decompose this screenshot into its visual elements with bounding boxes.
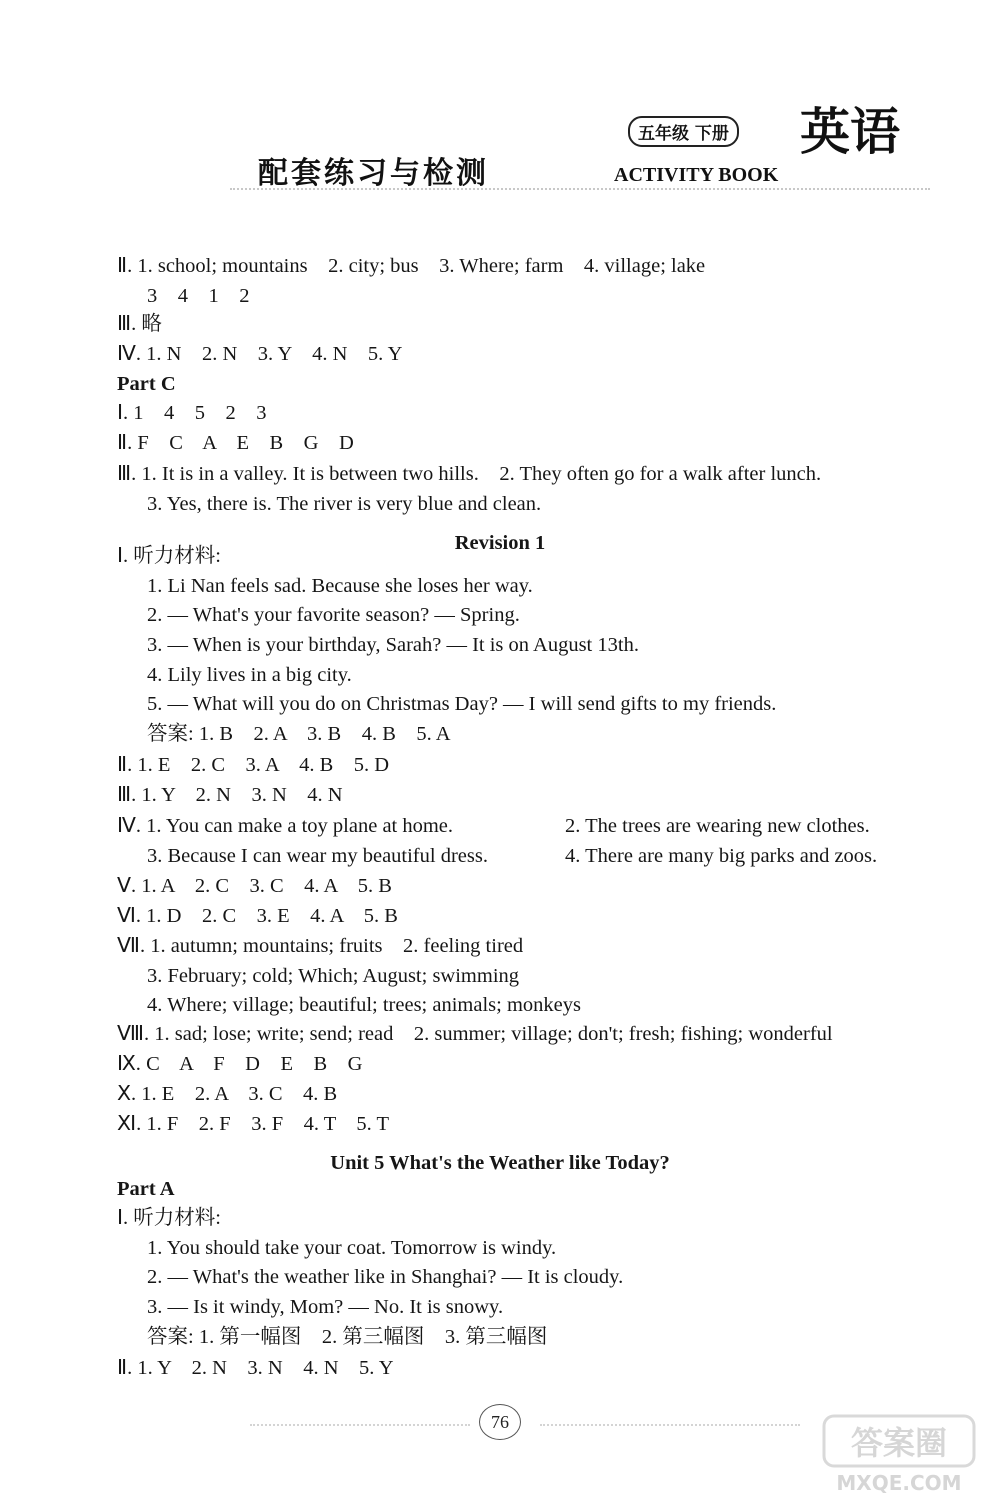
answer-line: 4. Lily lives in a big city. (147, 664, 352, 686)
answer-line: 3. February; cold; Which; August; swimming (147, 965, 520, 987)
answer-line: Ⅷ. 1. sad; lose; write; send; read 2. summer; village; don't; fresh; fishing; wonderful (117, 1023, 833, 1045)
answer-line: 5. — What will you do on Christmas Day? — I will send gifts to my friends. (147, 693, 777, 715)
answer-line: Ⅲ. 略 (117, 313, 162, 335)
answer-line: Ⅰ. 1 4 5 2 3 (117, 402, 267, 424)
subject-title: 英语 (800, 102, 900, 161)
footer-divider-left (250, 1424, 470, 1426)
section-title-unit5: Unit 5 What's the Weather like Today? (330, 1152, 670, 1174)
answer-line: Ⅴ. 1. A 2. C 3. C 4. A 5. B (117, 875, 392, 897)
svg-text:答案圈: 答案圈 (850, 1424, 948, 1462)
answer-line: Ⅳ. 1. You can make a toy plane at home. (117, 815, 454, 837)
answer-line: 2. — What's your favorite season? — Spring. (147, 604, 520, 626)
section-heading: Part C (117, 373, 176, 395)
answer-line: Ⅱ. F C A E B G D (117, 432, 354, 454)
answer-line: Ⅰ. 听力材料: (117, 1207, 221, 1229)
activity-book-label: ACTIVITY BOOK (614, 164, 779, 186)
answer-line: Ⅳ. 1. N 2. N 3. Y 4. N 5. Y (117, 343, 403, 365)
answer-line: Ⅲ. 1. Y 2. N 3. N 4. N (117, 784, 343, 806)
watermark-logo (820, 1408, 980, 1498)
answer-line: 3. — Is it windy, Mom? — No. It is snowy. (147, 1296, 504, 1318)
answer-line: Ⅶ. 1. autumn; mountains; fruits 2. feeling tired (117, 935, 524, 957)
answer-line: Ⅰ. 听力材料: (117, 545, 221, 567)
book-series-title: 配套练习与检测 (258, 156, 489, 191)
answer-line: 3. Because I can wear my beautiful dress. (147, 845, 488, 867)
page-number: 76 (479, 1404, 521, 1440)
answer-line: Ⅲ. 1. It is in a valley. It is between two hills. 2. They often go for a walk after lunch. (117, 463, 822, 485)
answer-line: 3 4 1 2 (147, 285, 250, 307)
answer-line-col2: 2. The trees are wearing new clothes. (565, 815, 870, 837)
answer-line: Ⅵ. 1. D 2. C 3. E 4. A 5. B (117, 905, 398, 927)
header-divider (230, 188, 930, 190)
answer-line: 4. Where; village; beautiful; trees; animals; monkeys (147, 994, 581, 1016)
answer-line: Ⅺ. 1. F 2. F 3. F 4. T 5. T (117, 1113, 390, 1135)
answer-line: 2. — What's the weather like in Shanghai? — It is cloudy. (147, 1266, 624, 1288)
answer-line: 答案: 1. B 2. A 3. B 4. B 5. A (147, 723, 451, 745)
answer-line: 3. Yes, there is. The river is very blue and clean. (147, 493, 542, 515)
section-heading: Part A (117, 1178, 175, 1200)
grade-badge: 五年级 下册 (628, 116, 739, 147)
answer-line: 答案: 1. 第一幅图 2. 第三幅图 3. 第三幅图 (147, 1326, 548, 1348)
answer-line: Ⅸ. C A F D E B G (117, 1053, 363, 1075)
answer-line: 1. Li Nan feels sad. Because she loses her way. (147, 575, 533, 597)
answer-line: Ⅱ. 1. E 2. C 3. A 4. B 5. D (117, 754, 390, 776)
answer-line: 3. — When is your birthday, Sarah? — It is on August 13th. (147, 634, 639, 656)
footer-divider-right (540, 1424, 800, 1426)
answer-line: Ⅹ. 1. E 2. A 3. C 4. B (117, 1083, 338, 1105)
svg-text:MXQE.COM: MXQE.COM (836, 1471, 962, 1495)
answer-line-col2: 4. There are many big parks and zoos. (565, 845, 878, 867)
answer-line: Ⅱ. 1. school; mountains 2. city; bus 3. Where; farm 4. village; lake (117, 255, 706, 277)
answer-line: Ⅱ. 1. Y 2. N 3. N 4. N 5. Y (117, 1357, 394, 1379)
answer-line: 1. You should take your coat. Tomorrow is windy. (147, 1237, 557, 1259)
section-title-revision: Revision 1 (454, 532, 546, 554)
